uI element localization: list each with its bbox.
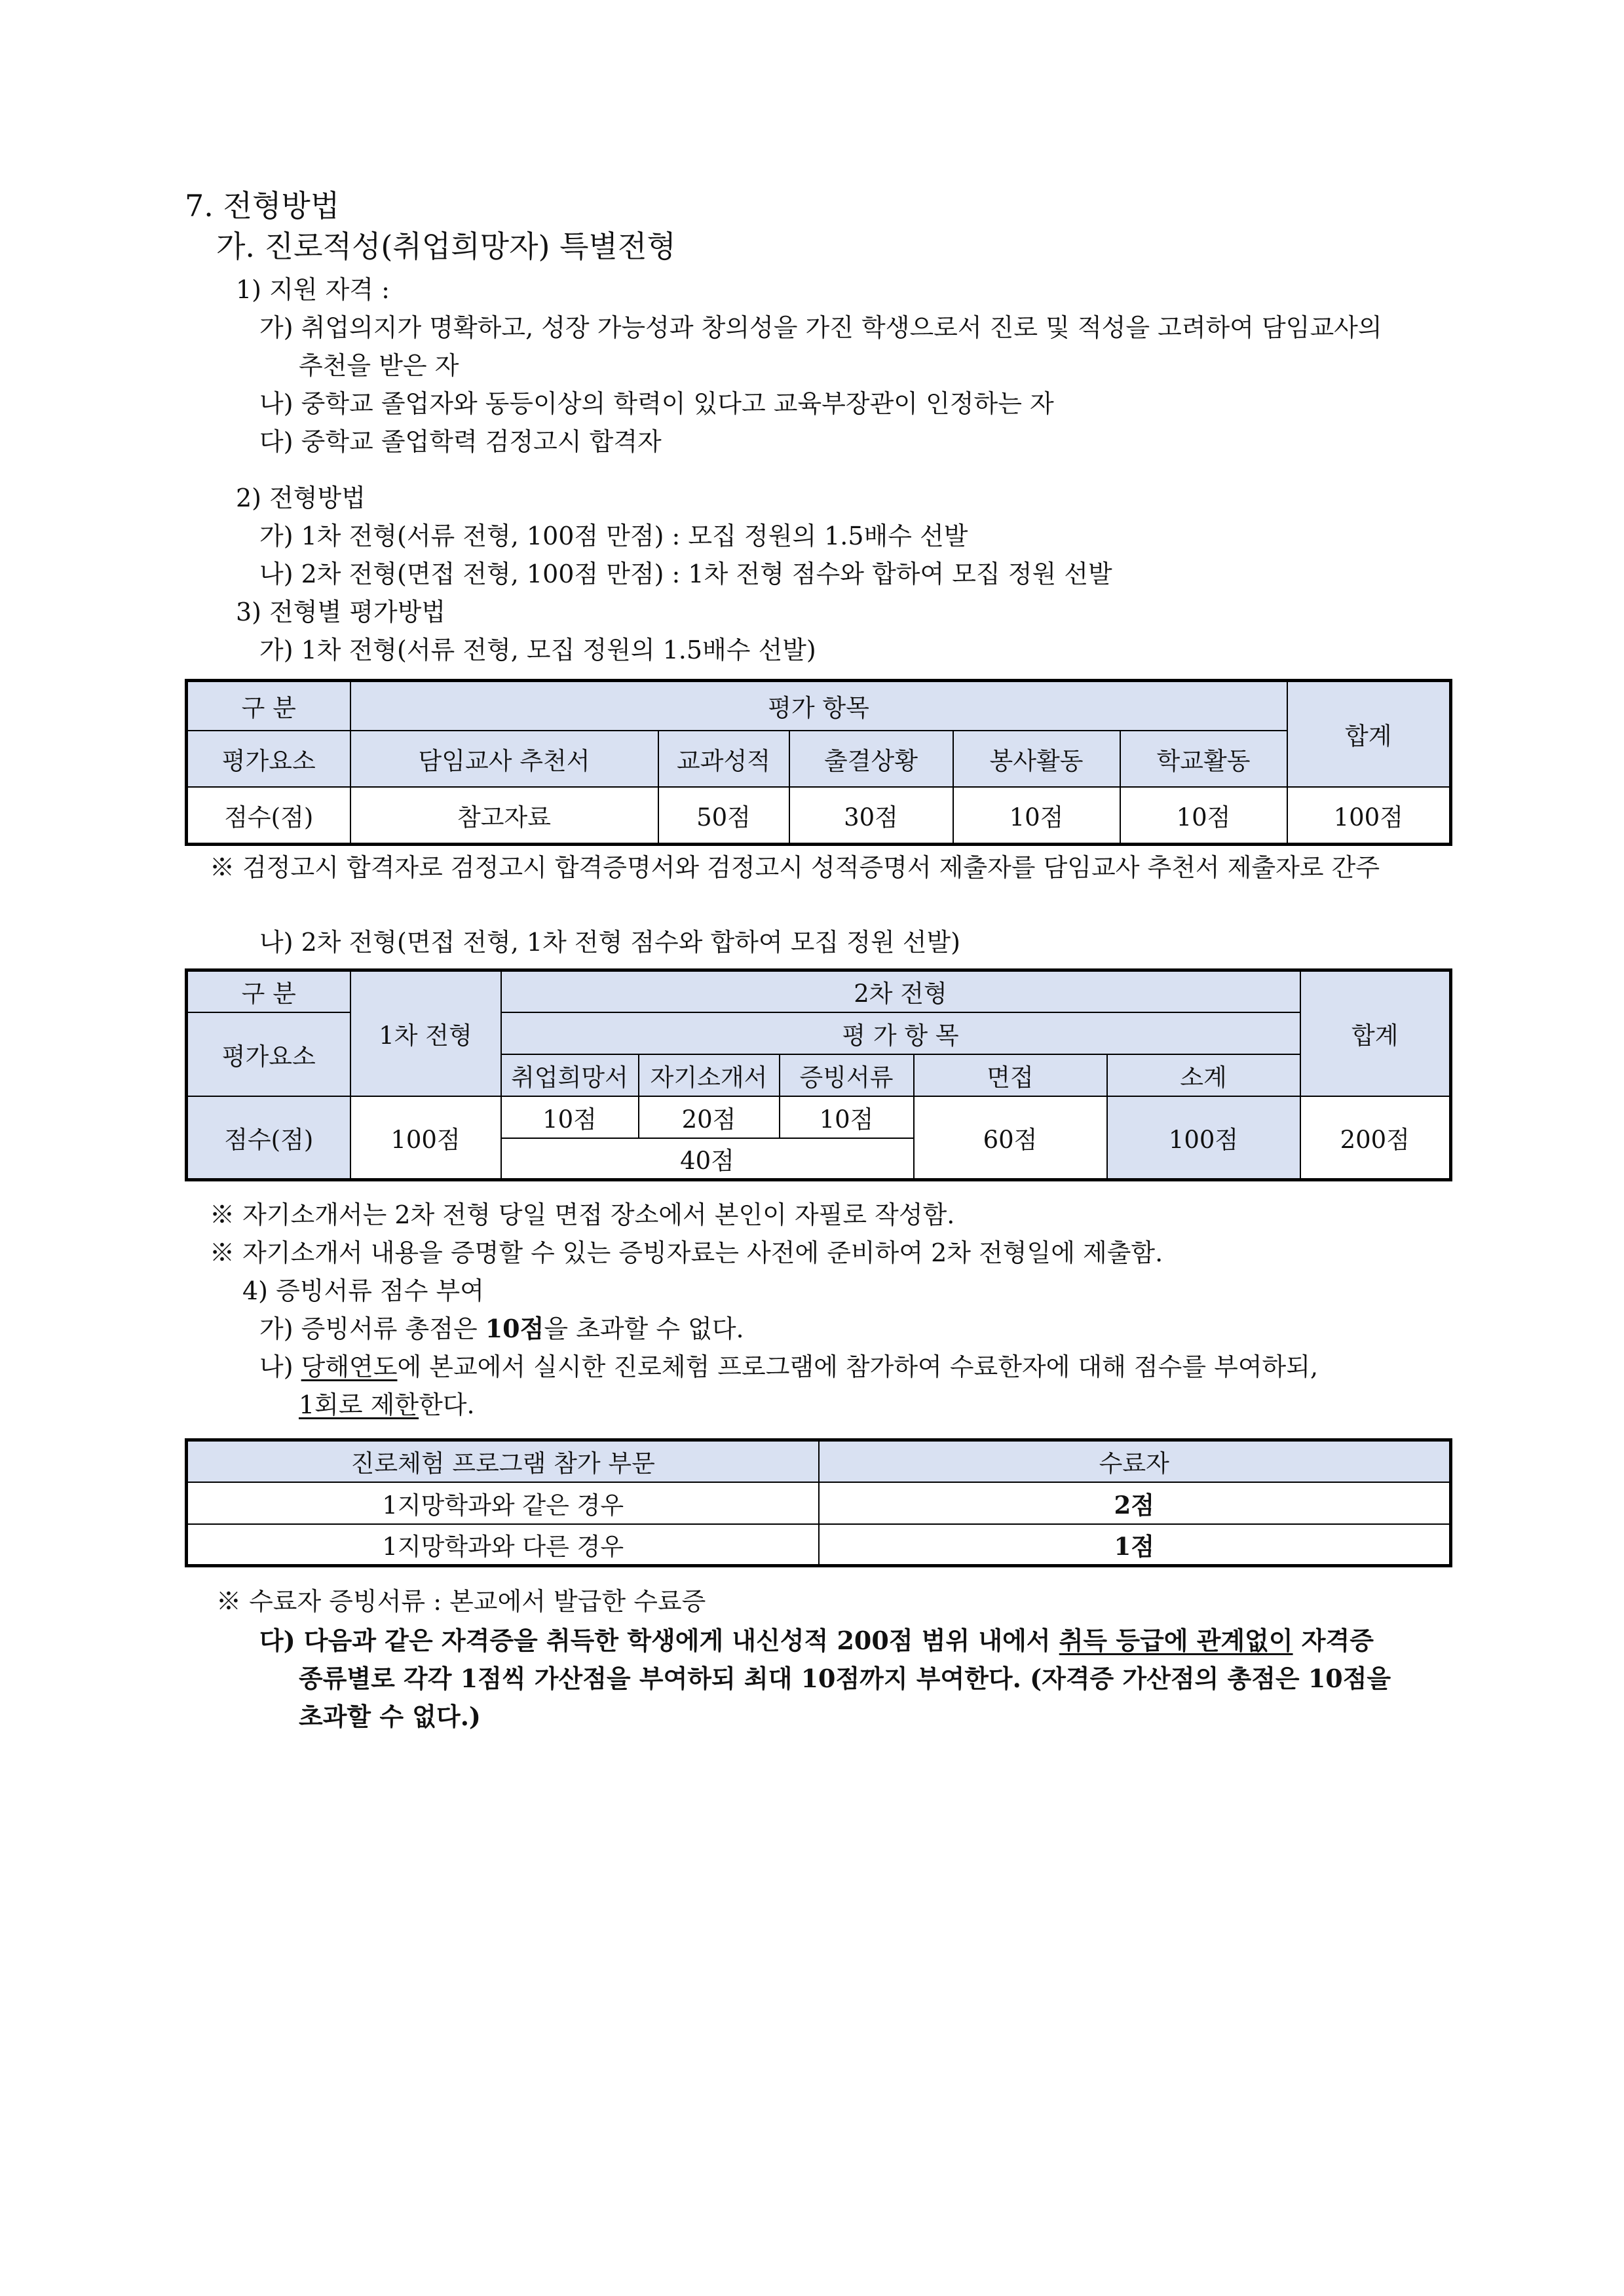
item1-a-line2: 추천을 받은 자 bbox=[299, 351, 459, 380]
table3-header-right: 수료자 bbox=[819, 1440, 1451, 1482]
table2-col: 자기소개서 bbox=[639, 1054, 780, 1096]
table3-row-label: 1지망학과와 같은 경우 bbox=[187, 1482, 819, 1524]
table1-col: 학교활동 bbox=[1120, 731, 1287, 787]
item-d-line1 bbox=[259, 1625, 1374, 1656]
note3: ※ 자기소개서 내용을 증명할 수 있는 증빙자료는 사전에 준비하여 2차 전형일에 제출함. bbox=[210, 1238, 1163, 1267]
table2-first-score: 100점 bbox=[350, 1096, 501, 1180]
item4-b bbox=[259, 1351, 1318, 1383]
table1-gubun: 구 분 bbox=[187, 681, 350, 731]
table2-sub-score: 10점 bbox=[780, 1096, 914, 1138]
item1-c: 다) 중학교 졸업학력 검정고시 합격자 bbox=[259, 427, 662, 456]
note4: ※ 수료자 증빙서류 : 본교에서 발급한 수료증 bbox=[216, 1587, 706, 1616]
table2-second-header: 2차 전형 bbox=[501, 970, 1300, 1012]
item-d-underline: 취득 등급에 관계없이 bbox=[1059, 1626, 1293, 1655]
table2-interview-score: 60점 bbox=[914, 1096, 1107, 1180]
table2-sub-score: 10점 bbox=[501, 1096, 639, 1138]
item4-a-text-end: 을 초과할 수 없다. bbox=[544, 1314, 744, 1343]
table2-total-score: 200점 bbox=[1300, 1096, 1451, 1180]
table1-score: 10점 bbox=[953, 787, 1120, 845]
table1-col: 봉사활동 bbox=[953, 731, 1120, 787]
item-d-line3: 초과할 수 없다.) bbox=[299, 1702, 481, 1731]
table2-col: 취업희망서 bbox=[501, 1054, 639, 1096]
item4-b-line2 bbox=[299, 1389, 475, 1421]
item4-b-text: 에 본교에서 실시한 진로체험 프로그램에 참가하여 수료한자에 대해 점수를 부여하되, bbox=[397, 1352, 1319, 1381]
table1-score-label: 점수(점) bbox=[187, 787, 350, 845]
table1-col: 담임교사 추천서 bbox=[350, 731, 658, 787]
item3-a: 가) 1차 전형(서류 전형, 모집 정원의 1.5배수 선발) bbox=[259, 636, 816, 664]
item4-title: 4) 증빙서류 점수 부여 bbox=[242, 1276, 484, 1305]
item-d-text-end: 자격증 bbox=[1293, 1626, 1374, 1655]
table2-sub-sum: 40점 bbox=[501, 1138, 914, 1180]
item2-title: 2) 전형방법 bbox=[236, 484, 366, 512]
note1: ※ 검정고시 합격자로 검정고시 합격증명서와 검정고시 성적증명서 제출자를 담임교사 추천서 제출자로 간주 bbox=[210, 853, 1380, 882]
item4-b-underline2: 1회로 제한 bbox=[299, 1390, 419, 1419]
table2-row-label: 평가요소 bbox=[187, 1012, 350, 1096]
item-d-text: 다) 다음과 같은 자격증을 취득한 학생에게 내신성적 200점 범위 내에서 bbox=[259, 1626, 1059, 1655]
table1-col: 교과성적 bbox=[658, 731, 789, 787]
table3-row-value: 2점 bbox=[819, 1482, 1451, 1524]
table-first-stage bbox=[185, 679, 1452, 846]
table1-total-header: 합계 bbox=[1287, 681, 1451, 787]
table2-sub-score: 20점 bbox=[639, 1096, 780, 1138]
table1-total-score: 100점 bbox=[1287, 787, 1451, 845]
table1-col: 출결상황 bbox=[789, 731, 953, 787]
item1-a-line1: 가) 취업의지가 명확하고, 성장 가능성과 창의성을 가진 학생으로서 진로 및 적성을 고려하여 담임교사의 bbox=[259, 313, 1382, 342]
item4-b-text-end: 한다. bbox=[419, 1390, 475, 1419]
table2-col: 증빙서류 bbox=[780, 1054, 914, 1096]
item4-a-text: 가) 증빙서류 총점은 bbox=[259, 1314, 485, 1343]
table2-col: 소계 bbox=[1107, 1054, 1300, 1096]
item2-a: 가) 1차 전형(서류 전형, 100점 만점) : 모집 정원의 1.5배수 선발 bbox=[259, 522, 968, 550]
table2-eval-items: 평 가 항 목 bbox=[501, 1012, 1300, 1054]
table3-row-label: 1지망학과와 다른 경우 bbox=[187, 1524, 819, 1566]
table1-eval-items: 평가 항목 bbox=[350, 681, 1287, 731]
table1-row-label: 평가요소 bbox=[187, 731, 350, 787]
table-second-stage bbox=[185, 968, 1452, 1181]
table2-total-header: 합계 bbox=[1300, 970, 1451, 1096]
item4-a bbox=[259, 1313, 744, 1345]
item-d-line2: 종류별로 각각 1점씩 가산점을 부여하되 최대 10점까지 부여한다. (자격증 가산점의 총점은 10점을 bbox=[299, 1664, 1391, 1693]
table2-first-header: 1차 전형 bbox=[350, 970, 501, 1096]
item4-b-underline: 당해연도 bbox=[301, 1352, 398, 1381]
item3-title: 3) 전형별 평가방법 bbox=[236, 598, 446, 626]
table3-header-left: 진로체험 프로그램 참가 부문 bbox=[187, 1440, 819, 1482]
table2-score-label: 점수(점) bbox=[187, 1096, 350, 1180]
table2-col: 면접 bbox=[914, 1054, 1107, 1096]
table1-score: 10점 bbox=[1120, 787, 1287, 845]
table2-gubun: 구 분 bbox=[187, 970, 350, 1012]
item4-b-marker: 나) bbox=[259, 1352, 301, 1381]
table1-score: 50점 bbox=[658, 787, 789, 845]
table1-score: 참고자료 bbox=[350, 787, 658, 845]
section-title: 7. 전형방법 bbox=[185, 188, 340, 223]
subsection-title: 가. 진로적성(취업희망자) 특별전형 bbox=[216, 229, 676, 264]
table1-score: 30점 bbox=[789, 787, 953, 845]
item3-b: 나) 2차 전형(면접 전형, 1차 전형 점수와 합하여 모집 정원 선발) bbox=[259, 928, 960, 957]
item4-a-bold: 10점 bbox=[485, 1314, 544, 1343]
table3-row-value: 1점 bbox=[819, 1524, 1451, 1566]
table2-subtotal: 100점 bbox=[1107, 1096, 1300, 1180]
item1-title: 1) 지원 자격 : bbox=[236, 275, 390, 304]
note2: ※ 자기소개서는 2차 전형 당일 면접 장소에서 본인이 자필로 작성함. bbox=[210, 1200, 955, 1229]
item2-b: 나) 2차 전형(면접 전형, 100점 만점) : 1차 전형 점수와 합하여 모집 정원 선발 bbox=[259, 560, 1112, 588]
item1-b: 나) 중학교 졸업자와 동등이상의 학력이 있다고 교육부장관이 인정하는 자 bbox=[259, 389, 1054, 418]
table-career-program bbox=[185, 1438, 1452, 1567]
